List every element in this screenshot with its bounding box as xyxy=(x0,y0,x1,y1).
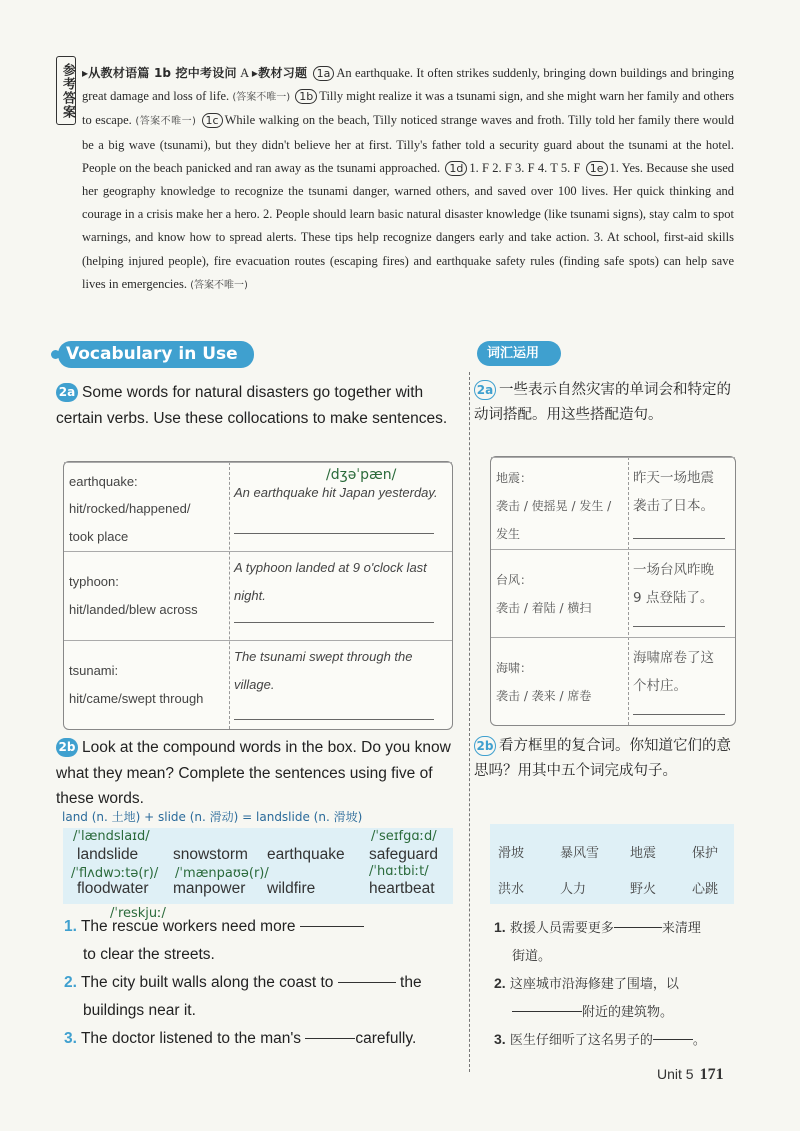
sentence-1-cn xyxy=(494,913,740,971)
compound-word-cn: 心跳 xyxy=(692,882,719,897)
sentence-number: 2. xyxy=(494,975,506,991)
answer-tag-1e: 1e xyxy=(586,161,608,176)
answer-tag-1d: 1d xyxy=(445,161,467,176)
answer-1d: 1. F 2. F 3. F 4. T 5. F xyxy=(469,160,581,175)
collocation-noun: typhoon: xyxy=(69,574,119,589)
sentence-2-cn xyxy=(494,969,740,1027)
example-sentence: The tsunami swept through the village. xyxy=(234,649,413,692)
ex-2b-instruction-cn xyxy=(474,734,740,784)
word-box-cn xyxy=(490,824,734,904)
ex-2b-text-cn: 看方框里的复合词。你知道它们的意思吗？用其中五个词完成句子。 xyxy=(474,738,731,779)
page-footer xyxy=(657,1066,724,1084)
sentence-text-cont: buildings near it. xyxy=(83,1002,196,1019)
sentence-2 xyxy=(64,969,464,1025)
answer-source-2: 教材习题 xyxy=(257,66,308,80)
answer-note: (答案不唯一) xyxy=(135,116,196,128)
example-sentence-cn-cont: 袭击了日本。 xyxy=(633,498,714,514)
answer-1e: 1. Yes. Because she used her geography knowledge to recognize the tsunami danger, warned others, and saved over 100 lives. Her quick thinking and courage in a crisis make her a hero. 2. People should learn basic natural disaster knowledge (like tsunami signs), stay calm to spot warnings, and know how to spread alerts. These tips help recognize dangers early and take action. 3. At school, first-aid skills (helping injured people), fire evacuation routes (escaping fires) and earthquake safety rules (finding safe spots) can help save lives in emergencies. xyxy=(82,160,734,291)
collocation-noun: earthquake: xyxy=(69,474,138,489)
answer-source-letter: A xyxy=(240,66,249,80)
sentence-text: The doctor listened to the man's xyxy=(80,1030,302,1047)
section-title-en: Vocabulary in Use xyxy=(58,341,254,368)
collocation-verbs-cn: 袭击 / 着陆 / 横扫 xyxy=(496,601,592,615)
ipa-note: /dʒəˈpæn/ xyxy=(326,467,397,483)
table-row xyxy=(64,640,452,730)
ex-2b-instruction xyxy=(56,735,461,812)
write-line xyxy=(234,622,434,623)
collocation-noun-cn: 地震： xyxy=(496,471,533,485)
answer-tag-1b: 1b xyxy=(295,89,317,104)
answer-blank[interactable] xyxy=(300,926,364,927)
compound-word-cn: 洪水 xyxy=(498,882,525,897)
answer-1c: While walking on the beach, Tilly noticed strange waves and froth. Tilly told her family there would be a big wave (tsunami), but they didn't believe her at first. Tilly's father told a security guard about the tsunami at the hotel. People on the beach panicked and ran away as the tsunami approached. xyxy=(82,113,735,175)
answer-1a: An earthquake. It often strikes suddenly, bringing down buildings and bringing great damage and loss of life. xyxy=(82,66,734,104)
answer-blank[interactable] xyxy=(338,982,396,983)
example-sentence-cn: 一场台风昨晚 xyxy=(633,562,714,578)
collocation-noun-cn: 海啸： xyxy=(496,661,533,675)
collocation-verbs-cn: 袭击 / 袭来 / 席卷 xyxy=(496,689,592,703)
ipa-note: /ˈreskjuː/ xyxy=(110,906,166,921)
ipa-note: /ˈhɑːtbiːt/ xyxy=(369,864,429,879)
example-sentence-cn-cont: 9 点登陆了。 xyxy=(633,590,714,606)
sentence-text-cont: to clear the streets. xyxy=(83,946,215,963)
ex-2a-instruction xyxy=(56,380,456,431)
compound-word-cn: 保护 xyxy=(692,846,719,861)
sentence-number: 1. xyxy=(64,918,77,935)
sentence-text: The rescue workers need more xyxy=(80,918,296,935)
sentence-text: The city built walls along the coast to xyxy=(80,974,334,991)
compound-word-cn: 滑坡 xyxy=(498,846,525,861)
table-row xyxy=(491,637,735,726)
answer-blank[interactable] xyxy=(305,1038,355,1039)
collocation-verbs: hit/came/swept through xyxy=(69,691,204,706)
sentence-number: 2. xyxy=(64,974,77,991)
section-title-cn: 词汇运用 xyxy=(477,341,561,366)
sentence-text-cn-cont: 附近的建筑物。 xyxy=(582,1005,674,1020)
sentence-text: the xyxy=(400,974,422,991)
compound-word-cn: 地震 xyxy=(630,846,657,861)
compound-word: wildfire xyxy=(267,880,316,897)
ipa-note: /ˈlændslaɪd/ xyxy=(73,829,150,844)
table-row xyxy=(491,457,735,550)
compound-word: heartbeat xyxy=(369,880,435,897)
ipa-note: /ˈmænpaʊə(r)/ xyxy=(175,866,269,881)
ex-2a-badge-cn: 2a xyxy=(474,380,496,400)
sentence-text-cn-cont: 街道。 xyxy=(512,949,552,964)
collocation-verbs-cn: 袭击 / 使摇晃 / 发生 / xyxy=(496,499,612,513)
answer-source-1: 从教材语篇 1b 挖中考设问 xyxy=(88,66,237,80)
page-number: 171 xyxy=(699,1066,724,1083)
ex-2b-badge-cn: 2b xyxy=(474,736,496,756)
write-line xyxy=(633,714,725,715)
ex-2a-instruction-cn xyxy=(474,378,740,428)
collocation-verbs-cn-cont: 发生 xyxy=(496,527,521,541)
table-row xyxy=(491,549,735,638)
answer-tag-1c: 1c xyxy=(202,113,223,128)
table-row xyxy=(64,551,452,641)
example-sentence-cn-cont: 个村庄。 xyxy=(633,678,687,694)
example-sentence: A typhoon landed at 9 o'clock last night. xyxy=(234,560,427,603)
ex-2a-table xyxy=(63,461,453,730)
word-formation-note: land (n. 土地) + slide (n. 滑动) = landslide (n. 滑坡) xyxy=(62,810,363,824)
collocation-verbs: hit/landed/blew across xyxy=(69,602,198,617)
collocation-verbs: hit/rocked/happened/ xyxy=(69,501,191,516)
ex-2a-text-cn: 一些表示自然灾害的单词会和特定的动词搭配。用这些搭配造句。 xyxy=(474,382,731,423)
ipa-note: /ˈseɪfgɑːd/ xyxy=(371,829,437,844)
compound-word: floodwater xyxy=(77,880,149,897)
write-line xyxy=(234,719,434,720)
answer-blank[interactable] xyxy=(614,927,662,928)
sentence-text-cn: 这座城市沿海修建了围墙，以 xyxy=(509,977,679,992)
sentence-text-cn: 。 xyxy=(692,1033,706,1048)
compound-word: snowstorm xyxy=(173,846,248,863)
compound-word-cn: 暴风雪 xyxy=(560,846,600,861)
write-line xyxy=(234,533,434,534)
ex-2a-badge: 2a xyxy=(56,383,78,402)
sentence-3-cn xyxy=(494,1025,740,1055)
write-line xyxy=(633,538,725,539)
arrow-icon: ▸ xyxy=(82,66,89,80)
sentence-3 xyxy=(64,1025,464,1053)
example-sentence: An earthquake hit Japan yesterday. xyxy=(234,485,438,500)
answer-note: (答案不唯一) xyxy=(232,92,291,104)
example-sentence-cn: 海啸席卷了这 xyxy=(633,650,714,666)
unit-label: Unit 5 xyxy=(657,1066,694,1082)
arrow-icon: ▸ xyxy=(251,66,258,80)
sentence-number: 1. xyxy=(494,919,506,935)
compound-word-cn: 人力 xyxy=(560,882,587,897)
ex-2b-badge: 2b xyxy=(56,738,78,757)
answer-note: (答案不唯一) xyxy=(190,279,248,291)
answer-tag-1a: 1a xyxy=(313,66,335,81)
column-divider xyxy=(469,372,470,1072)
compound-word: earthquake xyxy=(267,846,345,863)
collocation-noun-cn: 台风： xyxy=(496,573,533,587)
sentence-text-cn: 医生仔细听了这名男子的 xyxy=(509,1033,653,1048)
answer-key-text xyxy=(82,62,734,297)
answer-key-tag: 参考答案 xyxy=(56,56,76,125)
sentence-number: 3. xyxy=(64,1030,77,1047)
sentence-1 xyxy=(64,913,464,969)
collocation-verbs-cont: took place xyxy=(69,529,129,544)
sentence-text-cn: 救援人员需要更多 xyxy=(509,921,614,936)
sentence-number: 3. xyxy=(494,1031,506,1047)
ex-2a-text: Some words for natural disasters go together with certain verbs. Use these collocations to make sentences. xyxy=(56,384,448,427)
compound-word: safeguard xyxy=(369,846,438,863)
compound-word: landslide xyxy=(77,846,139,863)
answer-blank[interactable] xyxy=(653,1039,693,1040)
ex-2a-table-cn xyxy=(490,456,736,726)
compound-word: manpower xyxy=(173,880,246,897)
word-box xyxy=(63,828,453,904)
compound-word-cn: 野火 xyxy=(630,882,657,897)
answer-1b: Tilly might realize it was a tsunami sign, and she might warn her family and others to escape. xyxy=(82,89,735,128)
write-line xyxy=(633,626,725,627)
sentence-text-cn: 来清理 xyxy=(661,921,701,936)
ipa-note: /ˈflʌdwɔːtə(r)/ xyxy=(71,866,159,881)
table-row xyxy=(64,462,452,552)
answer-blank[interactable] xyxy=(512,1011,582,1012)
sentence-text: carefully. xyxy=(355,1030,417,1047)
collocation-noun: tsunami: xyxy=(69,663,119,678)
example-sentence-cn: 昨天一场地震 xyxy=(633,470,714,486)
ex-2b-text: Look at the compound words in the box. Do you know what they mean? Complete the sentences using five of these words. xyxy=(56,739,451,807)
